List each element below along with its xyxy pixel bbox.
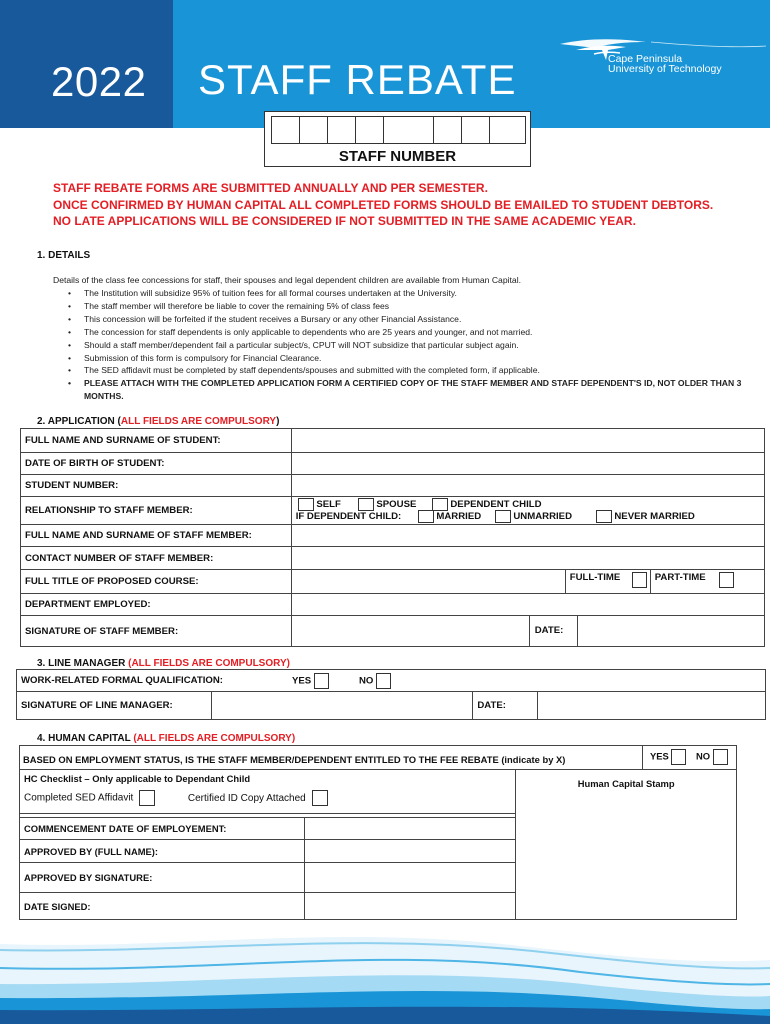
field-label: FULL NAME AND SURNAME OF STUDENT: bbox=[21, 429, 292, 453]
university-name-line1: Cape Peninsula bbox=[608, 53, 683, 65]
table-row bbox=[21, 453, 765, 475]
year-block bbox=[0, 0, 173, 128]
staff-number-cells bbox=[271, 116, 526, 144]
line-manager-table bbox=[16, 669, 766, 720]
submission-notice bbox=[53, 180, 713, 230]
unmarried-checkbox[interactable] bbox=[495, 510, 511, 523]
list-item: • The staff member will therefore be liable to cover the remaining 5% of class fees bbox=[64, 300, 744, 313]
id-copy-checkbox[interactable] bbox=[312, 790, 328, 806]
date-label: DATE: bbox=[534, 625, 564, 636]
line-manager-heading bbox=[37, 658, 290, 669]
sed-label: Completed SED Affidavit bbox=[24, 792, 134, 804]
checklist-title: HC Checklist – Only applicable to Dependant Child bbox=[24, 773, 251, 784]
staff-number-digit[interactable] bbox=[272, 117, 300, 143]
hc-stamp-area[interactable] bbox=[516, 770, 737, 920]
form-year: 2022 bbox=[51, 58, 147, 105]
full-time-checkbox[interactable] bbox=[632, 572, 647, 588]
application-table bbox=[20, 428, 765, 647]
line-manager-date-input[interactable] bbox=[538, 692, 766, 720]
yes-label: YES bbox=[650, 750, 669, 762]
commencement-date-input[interactable] bbox=[304, 818, 516, 840]
staff-signature-input[interactable] bbox=[291, 616, 764, 647]
staff-number-box bbox=[264, 111, 531, 167]
student-dob-input[interactable] bbox=[291, 453, 764, 475]
student-name-input[interactable] bbox=[291, 429, 764, 453]
yes-label: YES bbox=[292, 675, 312, 687]
field-label: FULL NAME AND SURNAME OF STAFF MEMBER: bbox=[21, 525, 292, 547]
staff-name-input[interactable] bbox=[291, 525, 764, 547]
details-heading: 1. DETAILS bbox=[37, 250, 91, 261]
qualification-no-checkbox[interactable] bbox=[376, 673, 391, 689]
field-label: STUDENT NUMBER: bbox=[21, 475, 292, 497]
unmarried-label: UNMARRIED bbox=[513, 511, 573, 523]
field-label: DATE OF BIRTH OF STUDENT: bbox=[21, 453, 292, 475]
qualification-yes-checkbox[interactable] bbox=[314, 673, 329, 689]
line-manager-heading-text: 3. LINE MANAGER bbox=[37, 658, 129, 669]
human-capital-heading-text: 4. HUMAN CAPITAL bbox=[37, 733, 134, 744]
field-label: SIGNATURE OF LINE MANAGER: bbox=[17, 692, 212, 720]
hc-checklist bbox=[20, 770, 516, 814]
approved-signature-input[interactable] bbox=[304, 863, 516, 893]
table-row bbox=[17, 692, 766, 720]
compulsory-note: (ALL FIELDS ARE COMPULSORY) bbox=[128, 658, 290, 669]
university-name bbox=[608, 54, 722, 74]
table-row bbox=[21, 570, 765, 594]
field-label: FULL TITLE OF PROPOSED COURSE: bbox=[21, 570, 292, 594]
id-copy-label: Certified ID Copy Attached bbox=[187, 792, 306, 804]
details-list bbox=[64, 287, 744, 403]
notice-line: ONCE CONFIRMED BY HUMAN CAPITAL ALL COMPLETED FORMS SHOULD BE EMAILED TO STUDENT DEBTORS. bbox=[53, 197, 714, 212]
entitlement-question: BASED ON EMPLOYMENT STATUS, IS THE STAFF MEMBER/DEPENDENT ENTITLED TO THE FEE REBATE (indicate by X) bbox=[23, 754, 566, 765]
table-row bbox=[21, 616, 765, 647]
list-item: • Should a staff member/dependent fail a particular subject/s, CPUT will NOT subsidize that particular subject again. bbox=[64, 339, 744, 352]
date-label: DATE: bbox=[473, 692, 538, 720]
form-title: STAFF REBATE bbox=[198, 56, 517, 103]
application-heading bbox=[37, 416, 279, 427]
table-row bbox=[17, 670, 766, 692]
staff-number-digit[interactable] bbox=[328, 117, 356, 143]
no-label: NO bbox=[359, 675, 374, 687]
list-item: • The Institution will subsidize 95% of tuition fees for all formal courses undertaken at the University. bbox=[64, 287, 744, 300]
list-item: • This concession will be forfeited if the student receives a Bursary or any other Financial Assistance. bbox=[64, 313, 744, 326]
staff-number-digit[interactable] bbox=[462, 117, 490, 143]
self-checkbox[interactable] bbox=[298, 498, 314, 511]
notice-line: STAFF REBATE FORMS ARE SUBMITTED ANNUALLY AND PER SEMESTER. bbox=[53, 181, 488, 195]
field-label: COMMENCEMENT DATE OF EMPLOYEMENT: bbox=[20, 818, 305, 840]
field-label: SIGNATURE OF STAFF MEMBER: bbox=[21, 616, 292, 647]
self-label: SELF bbox=[316, 499, 341, 511]
table-row bbox=[21, 429, 765, 453]
approved-name-input[interactable] bbox=[304, 840, 516, 863]
list-item: • Submission of this form is compulsory for Financial Clearance. bbox=[64, 352, 744, 365]
list-item: • The SED affidavit must be completed by staff dependents/spouses and submitted with the completed form, if applicable. bbox=[64, 364, 744, 377]
field-label: APPROVED BY SIGNATURE: bbox=[20, 863, 305, 893]
entitlement-yes-checkbox[interactable] bbox=[671, 749, 686, 765]
married-label: MARRIED bbox=[436, 511, 482, 523]
staff-number-label: STAFF NUMBER bbox=[338, 148, 457, 165]
application-heading-close: ) bbox=[276, 416, 280, 427]
list-item: • PLEASE ATTACH WITH THE COMPLETED APPLICATION FORM A CERTIFIED COPY OF THE STAFF MEMBER AND STAFF DEPENDENT'S ID, NOT OLDER THAN 3 MONTHS. bbox=[64, 377, 744, 403]
staff-number-digit[interactable] bbox=[356, 117, 384, 143]
department-input[interactable] bbox=[291, 594, 764, 616]
relationship-options bbox=[291, 497, 764, 525]
stamp-label: Human Capital Stamp bbox=[577, 778, 675, 789]
table-row bbox=[20, 770, 737, 814]
compulsory-note: (ALL FIELDS ARE COMPULSORY) bbox=[133, 733, 296, 744]
staff-number-digit[interactable] bbox=[490, 117, 525, 143]
field-label: DEPARTMENT EMPLOYED: bbox=[21, 594, 292, 616]
field-label: APPROVED BY (FULL NAME): bbox=[20, 840, 305, 863]
dependent-label: DEPENDENT CHILD bbox=[450, 499, 542, 511]
human-capital-table bbox=[19, 745, 737, 920]
date-signed-input[interactable] bbox=[304, 893, 516, 920]
human-capital-heading bbox=[37, 733, 295, 744]
staff-number-digit[interactable] bbox=[384, 117, 434, 143]
never-married-label: NEVER MARRIED bbox=[614, 511, 695, 523]
never-married-checkbox[interactable] bbox=[596, 510, 612, 523]
university-name-line2: University of Technology bbox=[608, 63, 722, 75]
qualification-row bbox=[17, 670, 766, 692]
spouse-label: SPOUSE bbox=[376, 499, 417, 511]
full-time-label: FULL-TIME bbox=[569, 572, 621, 583]
table-row bbox=[21, 547, 765, 570]
entitlement-no-checkbox[interactable] bbox=[713, 749, 728, 765]
table-row bbox=[21, 525, 765, 547]
list-item: • The concession for staff dependents is only applicable to dependents who are 25 years and younger, and not married. bbox=[64, 326, 744, 339]
no-label: NO bbox=[696, 750, 711, 762]
staff-contact-input[interactable] bbox=[291, 547, 764, 570]
student-number-input[interactable] bbox=[291, 475, 764, 497]
staff-number-digit[interactable] bbox=[300, 117, 328, 143]
course-title-input[interactable] bbox=[291, 570, 764, 594]
field-label: RELATIONSHIP TO STAFF MEMBER: bbox=[21, 497, 292, 525]
spouse-checkbox[interactable] bbox=[358, 498, 374, 511]
header-banner bbox=[0, 0, 770, 128]
line-manager-signature-input[interactable] bbox=[211, 692, 473, 720]
application-heading-text: 2. APPLICATION ( bbox=[37, 416, 121, 427]
entitlement-row bbox=[20, 746, 737, 770]
notice-line: NO LATE APPLICATIONS WILL BE CONSIDERED IF NOT SUBMITTED IN THE SAME ACADEMIC YEAR. bbox=[53, 214, 636, 228]
field-label: DATE SIGNED: bbox=[20, 893, 305, 920]
table-row bbox=[21, 497, 765, 525]
table-row bbox=[21, 475, 765, 497]
checklist-items bbox=[24, 790, 511, 806]
footer-wave-decoration bbox=[0, 920, 770, 1024]
staff-number-digit[interactable] bbox=[434, 117, 462, 143]
sed-checkbox[interactable] bbox=[139, 790, 155, 806]
compulsory-note: ALL FIELDS ARE COMPULSORY bbox=[120, 416, 277, 427]
field-label: CONTACT NUMBER OF STAFF MEMBER: bbox=[21, 547, 292, 570]
table-row bbox=[21, 594, 765, 616]
part-time-checkbox[interactable] bbox=[719, 572, 734, 588]
part-time-label: PART-TIME bbox=[654, 572, 706, 583]
qualification-label: WORK-RELATED FORMAL QUALIFICATION: bbox=[21, 675, 223, 686]
if-dependent-label: IF DEPENDENT CHILD: bbox=[295, 511, 402, 522]
table-row bbox=[20, 746, 737, 770]
married-checkbox[interactable] bbox=[418, 510, 434, 523]
details-intro: Details of the class fee concessions for staff, their spouses and legal dependent children are available from Human Capital. bbox=[53, 275, 521, 285]
